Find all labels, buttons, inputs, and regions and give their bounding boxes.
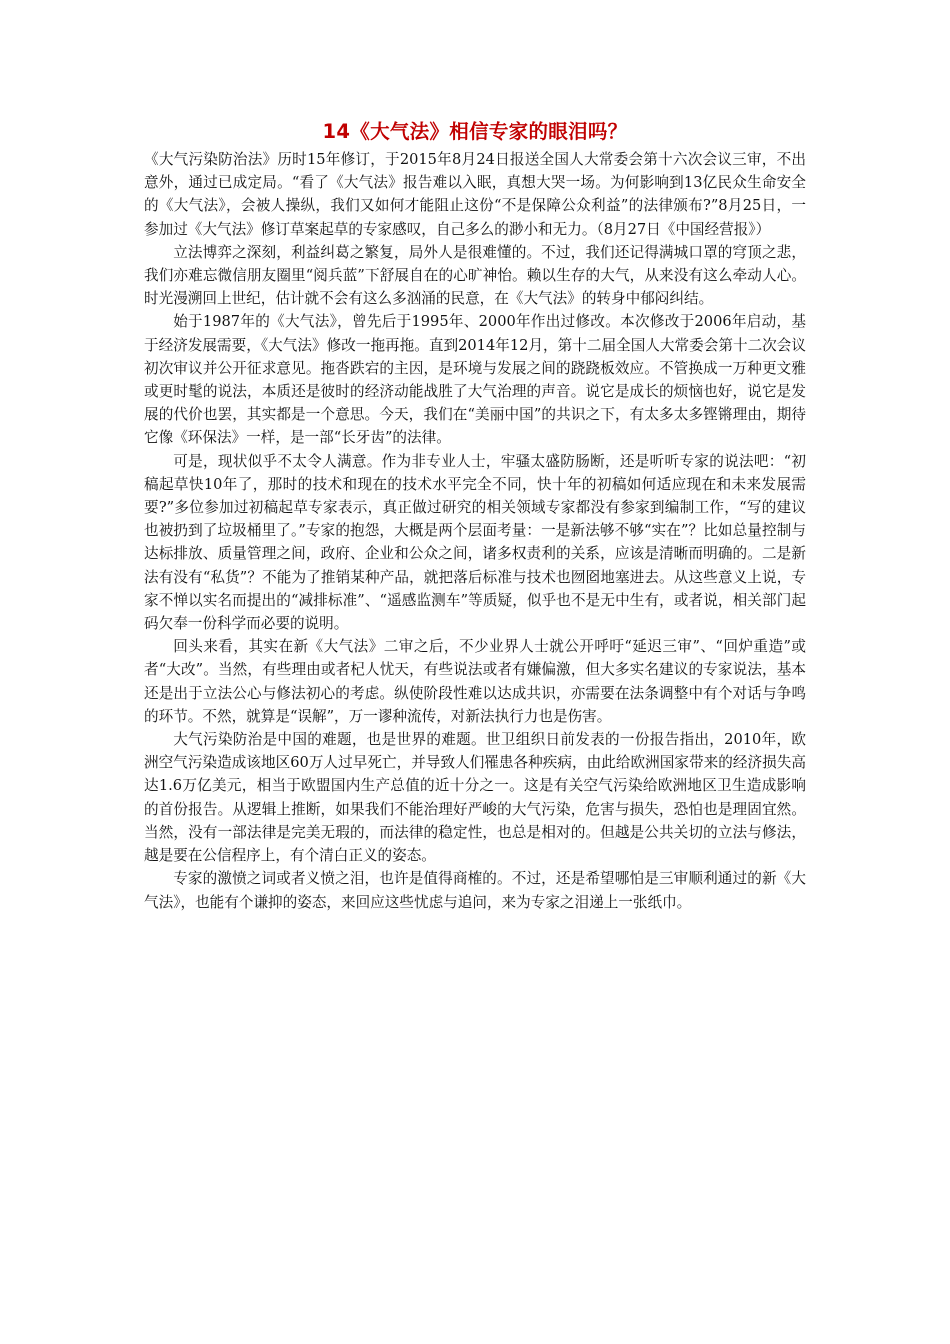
- document-page: [144, 118, 806, 914]
- article-paragraph-7: 专家的激愤之词或者义愤之泪，也许是值得商榷的。不过，还是希望哪怕是三审顺利通过的新《大气法》，也能有个谦抑的姿态，来回应这些忧虑与追问，来为专家之泪递上一张纸巾。: [144, 870, 806, 911]
- article-paragraph-4: 可是，现状似乎不太令人满意。作为非专业人士，牢骚太盛防肠断，还是听听专家的说法吧：“初稿起草快10年了，那时的技术和现在的技术水平完全不同，快十年的初稿如何适应现在和未来发展需要?”多位参加过初稿起草专家表示，真正做过研究的相关领域专家都没有参家到编制工作，“写的建议也被扔到了垃圾桶里了。”专家的抱怨，大概是两个层面考量：一是新法够不够“实在”？比如总量控制与达标排放、质量管理之间，政府、企业和公众之间，诸多权责利的关系，应该是清晰而明确的。二是新法有没有“私货”？不能为了推销某种产品，就把落后标准与技术也囫囵地塞进去。从这些意义上说，专家不惮以实名而提出的“减排标准”、“遥感监测车”等质疑，似乎也不是无中生有，或者说，相关部门起码欠奉一份科学而必要的说明。: [144, 452, 806, 633]
- article-title: 14《大气法》相信专家的眼泪吗？: [322, 120, 628, 143]
- article-paragraph-6: 大气污染防治是中国的难题，也是世界的难题。世卫组织日前发表的一份报告指出，2010年，欧洲空气污染造成该地区60万人过早死亡，并导致人们罹患各种疾病，由此给欧洲国家带来的经济损失高达1.6万亿美元，相当于欧盟国内生产总值的近十分之一。这是有关空气污染给欧洲地区卫生造成影响的首份报告。从逻辑上推断，如果我们不能治理好严峻的大气污染，危害与损失，恐怕也是理固宜然。当然，没有一部法律是完美无瑕的，而法律的稳定性，也总是相对的。但越是公共关切的立法与修法，越是要在公信程序上，有个清白正义的姿态。: [144, 731, 806, 865]
- article-paragraph-1: 《大气污染防治法》历时15年修订，于2015年8月24日报送全国人大常委会第十六次会议三审，不出意外，通过已成定局。“看了《大气法》报告难以入眠，真想大哭一场。为何影响到13亿民众生命安全的《大气法》，会被人操纵，我们又如何才能阻止这份“不是保障公众利益”的法律颁布?”8月25日，一参加过《大气法》修订草案起草的专家感叹，自己多么的渺小和无力。（8月27日《中国经营报》）: [144, 151, 806, 238]
- article-paragraph-2: 立法博弈之深刻，利益纠葛之繁复，局外人是很难懂的。不过，我们还记得满城口罩的穹顶之悲，我们亦难忘微信朋友圈里“阅兵蓝”下舒展自在的心旷神怡。赖以生存的大气，从来没有这么牵动人心。时光漫溯回上世纪，估计就不会有这么多汹涌的民意，在《大气法》的转身中郁闷纠结。: [144, 243, 806, 308]
- article-paragraph-5: 回头来看，其实在新《大气法》二审之后，不少业界人士就公开呼吁“延迟三审”、“回炉重造”或者“大改”。当然，有些理由或者杞人忧天，有些说法或者有嫌偏激，但大多实名建议的专家说法，基本还是出于立法公心与修法初心的考虑。纵使阶段性难以达成共识，亦需要在法条调整中有个对话与争鸣的环节。不然，就算是“误解”，万一谬种流传，对新法执行力也是伤害。: [144, 638, 806, 725]
- article-paragraph-3: 始于1987年的《大气法》，曾先后于1995年、2000年作出过修改。本次修改于2006年启动，基于经济发展需要，《大气法》修改一拖再拖。直到2014年12月，第十二届全国人大常委会第十二次会议初次审议并公开征求意见。拖沓跌宕的主因，是环境与发展之间的跷跷板效应。不管换成一万种更文雅或更时髦的说法，本质还是彼时的经济动能战胜了大气治理的声音。说它是成长的烦恼也好，说它是发展的代价也罢，其实都是一个意思。今天，我们在“美丽中国”的共识之下，有太多太多铿锵理由，期待它像《环保法》一样，是一部“长牙齿”的法律。: [144, 313, 806, 447]
